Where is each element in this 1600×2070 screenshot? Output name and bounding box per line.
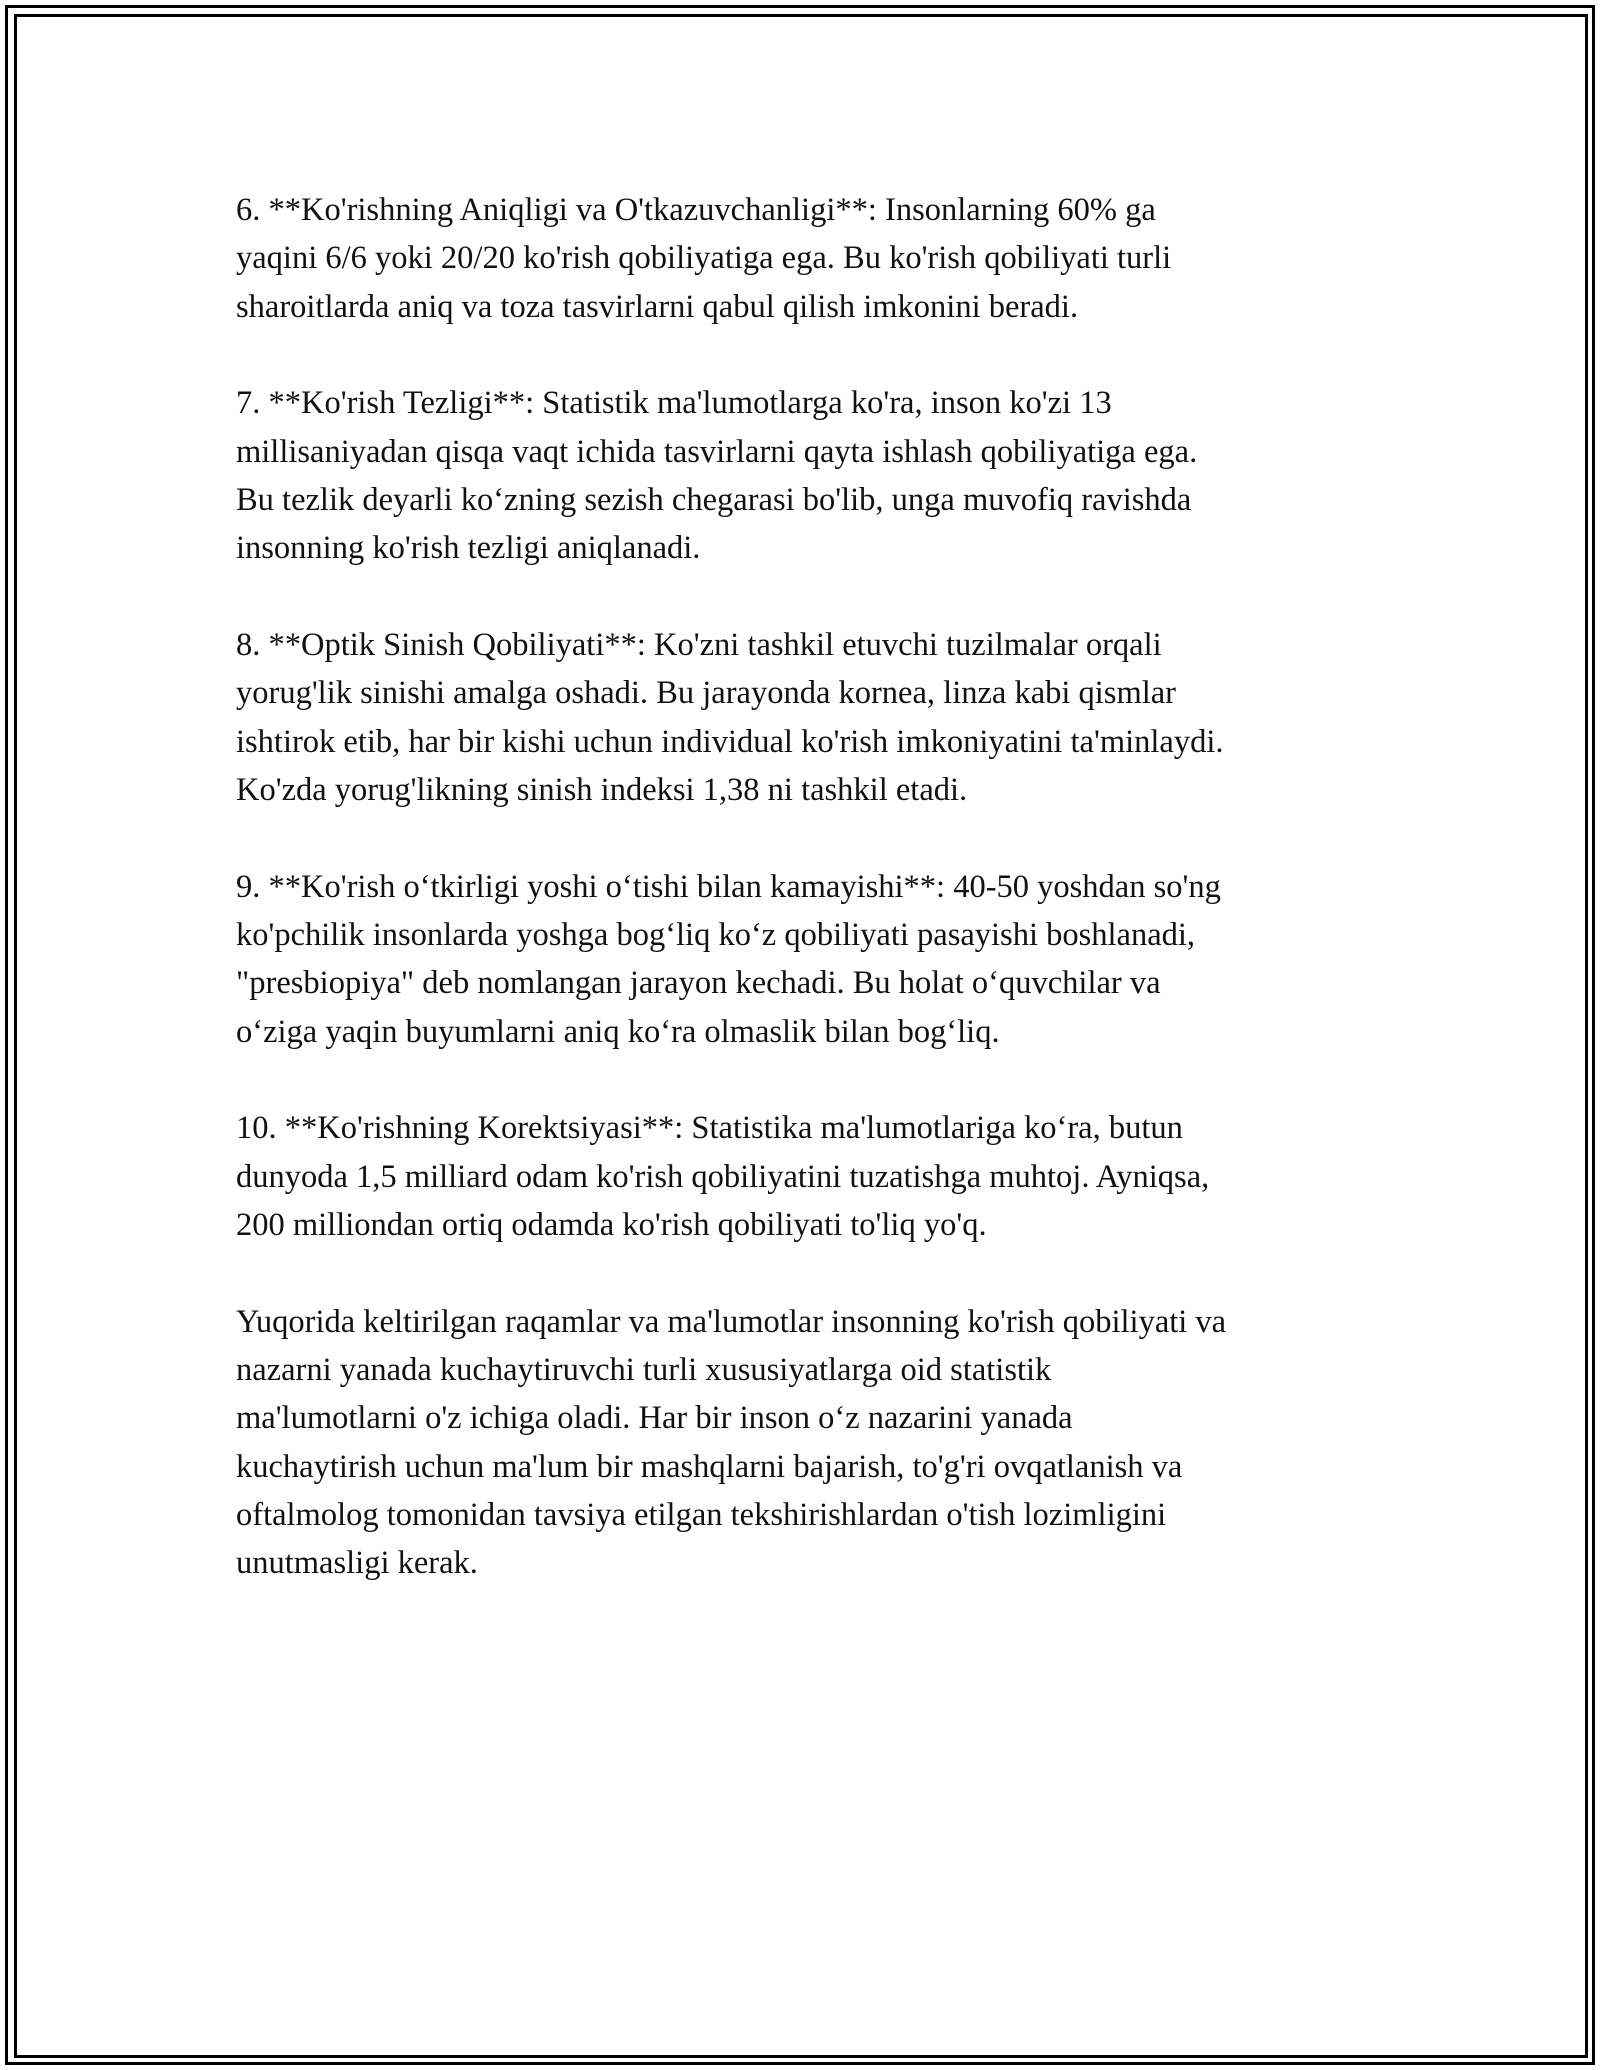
paragraph-item-7: 7. **Ko'rish Tezligi**: Statistik ma'lumotlarga ko'ra, inson ko'zi 13 millisaniyadan qisqa vaqt ichida tasvirlarni qayta ishlash qobiliyatiga ega. Bu tezlik deyarli ko‘zning sezish chegarasi bo'lib, unga muvofiq ravishda insonning ko'rish tezligi aniqlanadi.: [236, 385, 1198, 567]
paragraph-item-10: 10. **Ko'rishning Korektsiyasi**: Statistika ma'lumotlariga ko‘ra, butun dunyoda 1,5 milliard odam ko'rish qobiliyatini tuzatishga muhtoj. Ayniqsa, 200 milliondan ortiq odamda ko'rish qobiliyati to'liq yo'q.: [236, 1110, 1210, 1244]
paragraph-conclusion: Yuqorida keltirilgan raqamlar va ma'lumotlar insonning ko'rish qobiliyati va nazarni yanada kuchaytiruvchi turli xususiyatlarga oid statistik ma'lumotlarni o'z ichiga oladi. Har bir inson o‘z nazarini yanada kuchaytirish uchun ma'lum bir mashqlarni bajarish, to'g'ri ovqatlanish va oftalmolog tomonidan tavsiya etilgan tekshirishlardan o'tish lozimligini unutmasligi kerak.: [236, 1303, 1227, 1582]
paragraph-item-8: 8. **Optik Sinish Qobiliyati**: Ko'zni tashkil etuvchi tuzilmalar orqali yorug'lik sinishi amalga oshadi. Bu jarayonda kornea, linza kabi qismlar ishtirok etib, har bir kishi uchun individual ko'rish imkoniyatini ta'minlaydi. Ko'zda yorug'likning sinish indeksi 1,38 ni tashkil etadi.: [236, 627, 1224, 808]
paragraph-item-9: 9. **Ko'rish o‘tkirligi yoshi o‘tishi bilan kamayishi**: 40-50 yoshdan so'ng ko'pchilik insonlarda yoshga bog‘liq ko‘z qobiliyati pasayishi boshlanadi, "presbiopiya" deb nomlangan jarayon kechadi. Bu holat o‘quvchilar va o‘ziga yaqin buyumlarni aniq ko‘ra olmaslik bilan bog‘liq.: [236, 868, 1221, 1050]
paragraph-item-6: 6. **Ko'rishning Aniqligi va O'tkazuvchanligi**: Insonlarning 60% ga yaqini 6/6 yoki 20/20 ko'rish qobiliyatiga ega. Bu ko'rish qobiliyati turli sharoitlarda aniq va toza tasvirlarni qabul qilish imkonini beradi.: [236, 192, 1172, 325]
document-body: [236, 186, 1386, 1636]
